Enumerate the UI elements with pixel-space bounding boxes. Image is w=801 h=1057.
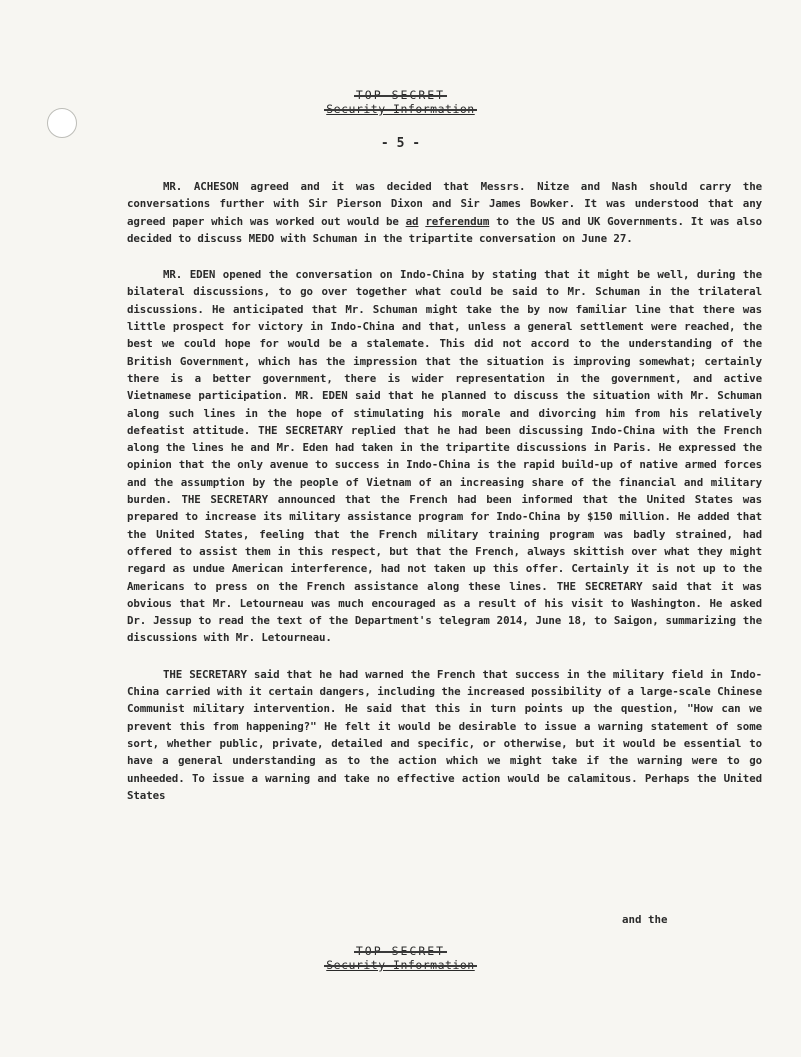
document-body <box>127 178 762 823</box>
underlined-word-referendum: referendum <box>425 214 490 228</box>
bottom-classification-marking <box>0 944 801 972</box>
paragraph-text: MR. ACHESON agreed and it was decided that Messrs. Nitze and Nash should carry the conversations further with Sir Pierson Dixon and Sir James Bowker. It was understood that any agreed paper which was worked out would be <box>127 180 762 228</box>
paragraph-secretary-warning: THE SECRETARY said that he had warned the French that success in the military field in Indo-China carried with it certain dangers, including the increased possibility of a large-scale Chinese Communist military intervention. He said that this in turn points up the question, "How can we prevent this from happening?" He felt it would be desirable to issue a warning statement of some sort, whether public, private, detailed and specific, or otherwise, but it would be essential to have a general understanding as to the action which we might take if the warning were to go unheeded. To issue a warning and take no effective action would be calamitous. Perhaps the United States <box>127 667 762 802</box>
underlined-word-ad: ad <box>405 214 419 228</box>
classification-line-2: Security Information <box>326 102 475 116</box>
classification-line-2: Security Information <box>326 958 475 972</box>
continuation-text: and the <box>622 913 668 926</box>
paragraph-eden-indochina: MR. EDEN opened the conversation on Indo-China by stating that it might be well, during the bilateral discussions, to go over together what could be said to Mr. Schuman in the trilateral discussions. He anticipated that Mr. Schuman might take the by now familiar line that there was little prospect for victory in Indo-China and that, unless a general settlement were reached, the best we could hope for would be a stalemate. This did not accord to the understanding of the British Government, which has the impression that the situation is improving somewhat; certainly there is a better government, there is wider representation in the government, and active Vietnamese participation. MR. EDEN said that he planned to discuss the situation with Mr. Schuman along such lines in the hope of stimulating his morale and divorcing him from his relatively defeatist attitude. THE SECRETARY replied that he had been discussing Indo-China with the French along the lines he and Mr. Eden had taken in the tripartite discussions in Paris. He expressed the opinion that the only avenue to success in Indo-China is the rapid build-up of native armed forces and the assumption by the people of Vietnam of an increasing share of the financial and military burden. THE SECRETARY announced that the French had been informed that the United States was prepared to increase its military assistance program for Indo-China by $150 million. He added that the United States, feeling that the French military training program was badly strained, had offered to assist them in this respect, but that the French, always skittish over what they might regard as undue American interference, had not taken up this offer. Certainly it is not up to the Americans to press on the French assistance along these lines. THE SECRETARY said that it was obvious that Mr. Letourneau was much encouraged as a result of his visit to Washington. He asked Dr. Jessup to read the text of the Department's telegram 2014, June 18, to Saigon, summarizing the discussions with Mr. Letourneau. <box>127 268 762 645</box>
classification-line-1: TOP SECRET <box>355 88 446 102</box>
top-classification-marking <box>0 88 801 116</box>
paragraph-acheson <box>127 178 762 247</box>
classification-line-1: TOP SECRET <box>355 944 446 958</box>
paragraph-text: to the US and UK Governments. It was also decided to discuss MEDO with Schuman in the tripartite conversation on June 27. <box>127 214 763 245</box>
page-number: - 5 - <box>380 136 421 151</box>
